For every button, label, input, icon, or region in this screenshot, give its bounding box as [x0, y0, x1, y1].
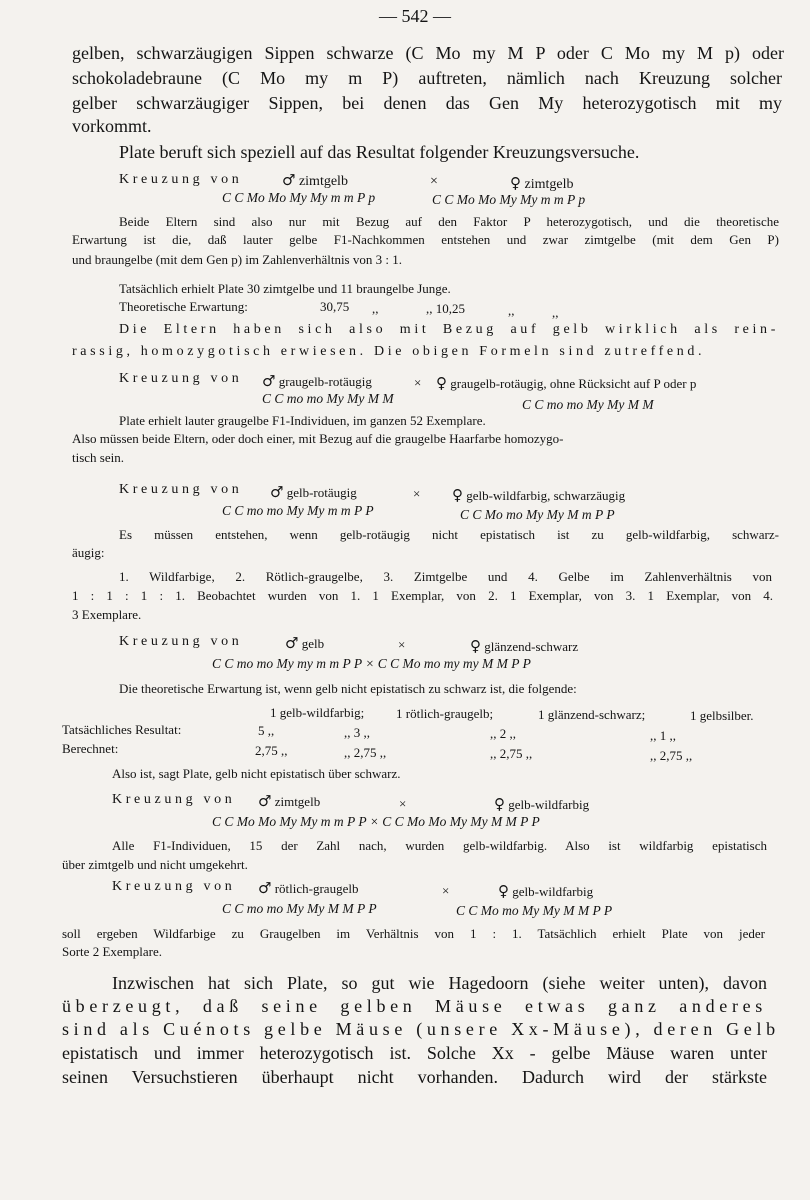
cross3-text-2: äugig:	[72, 545, 105, 560]
cross1-actual: Tatsächlich erhielt Plate 30 zimtgelbe und 11 braungelbe Junge.	[119, 281, 451, 296]
cross1-expected-1: 30,75	[320, 299, 350, 314]
cross6-x: ×	[442, 883, 450, 898]
cross1-expected-4: ,,	[508, 303, 515, 318]
cross1-male	[282, 173, 348, 189]
cross3-male-formula: C C mo mo My My m m P P	[222, 503, 374, 518]
female-icon: ♀	[452, 486, 463, 504]
table-cell: ,, 2,75 ,,	[650, 748, 693, 763]
cross2-female-label: graugelb-rotäugig, ohne Rücksicht auf P oder p	[450, 376, 697, 391]
para1-line-1: gelben, schwarzäugigen Sippen schwarze (C Mo my M P oder C Mo my M p) oder	[72, 43, 784, 63]
cross4-female-label: glänzend-schwarz	[484, 639, 579, 654]
cross4-male-label: gelb	[301, 636, 325, 651]
cross1-conclusion-1: Die Eltern haben sich also mit Bezug auf gelb wirklich als rein-	[119, 322, 779, 337]
cross2-male-formula: C C mo mo My My M M	[262, 391, 394, 406]
male-icon: ♂	[258, 792, 272, 810]
table-row-label: Berechnet:	[62, 741, 119, 756]
cross2-female	[436, 376, 696, 391]
page-number: — 542 —	[379, 6, 451, 26]
table-header-4: 1 gelbsilber.	[690, 708, 754, 723]
cross3-female	[452, 488, 625, 503]
cross3-text-4: 1 : 1 : 1 : 1. Beobachtet wurden von 1. 1 Exemplar, von 2. 1 Exemplar, von 3. 1 Exemplar, von 4.	[72, 588, 773, 603]
cross6-female-formula: C C Mo mo My My M M P P	[456, 903, 613, 918]
final-para-line-4: epistatisch und immer heterozygotisch ist. Solche Xx - gelbe Mäuse waren unter	[62, 1043, 767, 1063]
final-para-line-3: sind als Cuénots gelbe Mäuse (unsere Xx-Mäuse), deren Gelb	[62, 1019, 780, 1039]
cross2-heading: Kreuzung von	[119, 371, 243, 386]
cross6-male	[258, 881, 358, 896]
cross4-x: ×	[398, 637, 406, 652]
cross4-conclusion: Also ist, sagt Plate, gelb nicht epistatisch über schwarz.	[112, 766, 401, 781]
cross1-female-label: zimtgelb	[524, 177, 574, 192]
cross2-text-3: tisch sein.	[72, 450, 124, 465]
para1-line-3: gelber schwarzäugiger Sippen, bei denen das Gen My heterozygotisch mit my	[72, 93, 782, 113]
male-icon: ♂	[270, 483, 284, 501]
table-cell: ,, 2,75 ,,	[344, 745, 387, 760]
cross2-female-formula: C C mo mo My My M M	[522, 397, 654, 412]
cross3-text-1: Es müssen entstehen, wenn gelb-rotäugig nicht epistatisch ist zu gelb-wildfarbig, schwarz-	[119, 527, 779, 542]
table-cell: ,, 2 ,,	[490, 726, 516, 741]
table-header-3: 1 glänzend-schwarz;	[538, 707, 646, 722]
cross6-female	[498, 884, 593, 899]
cross4-heading: Kreuzung von	[119, 634, 243, 649]
cross1-text-3: und braungelbe (mit dem Gen p) im Zahlenverhältnis von 3 : 1.	[72, 252, 402, 267]
cross1-x: ×	[430, 174, 438, 189]
final-para-line-5: seinen Versuchstieren überhaupt nicht vorhanden. Dadurch wird der stärkste	[62, 1067, 767, 1087]
table-header-1: 1 gelb-wildfarbig;	[270, 705, 365, 720]
female-icon: ♀	[470, 637, 481, 655]
female-icon: ♀	[436, 374, 447, 392]
cross4-formula: C C mo mo My my m m P P × C C Mo mo my my M M P P	[212, 656, 531, 671]
cross5-formula: C C Mo Mo My My m m P P × C C Mo Mo My My M M P P	[212, 814, 540, 829]
female-icon: ♀	[510, 174, 521, 192]
male-icon: ♂	[285, 634, 299, 652]
table-cell: ,, 1 ,,	[650, 728, 676, 743]
table-row-label: Tatsächliches Resultat:	[62, 722, 182, 737]
cross5-text-2: über zimtgelb und nicht umgekehrt.	[62, 857, 248, 872]
cross3-male	[270, 485, 357, 500]
cross3-female-label: gelb-wildfarbig, schwarzäugig	[466, 488, 626, 503]
cross1-female	[510, 176, 574, 192]
female-icon: ♀	[498, 882, 509, 900]
cross5-female-label: gelb-wildfarbig	[508, 797, 590, 812]
female-icon: ♀	[494, 795, 505, 813]
cross1-expected-3: ,, 10,25	[426, 301, 465, 316]
cross3-text-3: 1. Wildfarbige, 2. Rötlich-graugelbe, 3. Zimtgelbe und 4. Gelbe im Zahlenverhältnis von	[119, 569, 772, 584]
cross1-female-formula: C C Mo Mo My My m m P p	[432, 192, 586, 207]
cross2-male	[262, 374, 372, 389]
final-para-line-2: überzeugt, daß seine gelben Mäuse etwas ganz anderes	[62, 996, 767, 1016]
final-para-line-1: Inzwischen hat sich Plate, so gut wie Hagedoorn (siehe weiter unten), davon	[112, 973, 767, 993]
cross1-heading	[119, 173, 242, 187]
cross4-male	[285, 636, 324, 651]
cross5-text-1: Alle F1-Individuen, 15 der Zahl nach, wurden gelb-wildfarbig. Also ist wildfarbig epistatisch	[112, 838, 767, 853]
cross1-text-2: Erwartung ist die, daß lauter gelbe F1-Nachkommen entstehen und zwar zimtgelbe (mit dem Gen P)	[72, 232, 779, 247]
table-cell: ,, 2,75 ,,	[490, 746, 533, 761]
cross4-text: Die theoretische Erwartung ist, wenn gelb nicht epistatisch zu schwarz ist, die folgende:	[119, 681, 577, 696]
cross5-x: ×	[399, 796, 407, 811]
cross6-text-1: soll ergeben Wildfarbige zu Graugelben im Verhältnis von 1 : 1. Tatsächlich erhielt Plate von jeder	[62, 926, 765, 941]
table-cell: 5 ,,	[258, 723, 275, 738]
plate-intro: Plate beruft sich speziell auf das Resultat folgender Kreuzungsversuche.	[119, 142, 640, 162]
cross6-text-2: Sorte 2 Exemplare.	[62, 944, 162, 959]
para1-line-2: schokoladebraune (C Mo my m P) auftreten, nämlich nach Kreuzung solcher	[72, 68, 782, 88]
cross3-text-5: 3 Exemplare.	[72, 607, 142, 622]
cross5-male-label: zimtgelb	[274, 794, 321, 809]
kreuzung-label: Kreuzung von	[119, 172, 243, 187]
cross3-x: ×	[413, 486, 421, 501]
table-header-2: 1 rötlich-graugelb;	[396, 706, 494, 721]
cross1-expected-2: ,,	[372, 301, 379, 316]
cross3-male-label: gelb-rotäugig	[286, 485, 357, 500]
cross1-male-formula: C C Mo Mo My My m m P p	[222, 190, 376, 205]
cross6-female-label: gelb-wildfarbig	[512, 884, 594, 899]
cross5-male	[258, 794, 320, 809]
cross3-female-formula: C C Mo mo My My M m P P	[460, 507, 615, 522]
table-cell: ,, 3 ,,	[344, 725, 370, 740]
male-icon: ♂	[262, 372, 276, 390]
cross1-expected-label: Theoretische Erwartung:	[119, 299, 248, 314]
male-icon: ♂	[258, 879, 272, 897]
cross6-male-formula: C C mo mo My My M M P P	[222, 901, 377, 916]
male-icon: ♂	[282, 171, 296, 189]
cross2-text-2: Also müssen beide Eltern, oder doch einer, mit Bezug auf die graugelbe Haarfarbe homozygo-	[72, 431, 564, 446]
cross6-male-label: rötlich-graugelb	[274, 881, 359, 896]
cross6-heading: Kreuzung von	[112, 879, 236, 894]
cross1-expected-5: ,,	[552, 305, 559, 320]
cross5-female	[494, 797, 589, 812]
cross1-conclusion-2: rassig, homozygotisch erwiesen. Die obigen Formeln sind zutreffend.	[72, 344, 706, 359]
cross2-male-label: graugelb-rotäugig	[278, 374, 372, 389]
cross2-x: ×	[414, 375, 422, 390]
cross4-female	[470, 639, 578, 654]
cross1-text-1: Beide Eltern sind also nur mit Bezug auf den Faktor P heterozygotisch, und die theoretische	[119, 214, 779, 229]
cross3-heading: Kreuzung von	[119, 482, 243, 497]
cross2-text-1: Plate erhielt lauter graugelbe F1-Individuen, im ganzen 52 Exemplare.	[119, 413, 486, 428]
cross5-heading: Kreuzung von	[112, 792, 236, 807]
cross1-male-label: zimtgelb	[298, 174, 348, 189]
table-cell: 2,75 ,,	[255, 743, 288, 758]
para1-line-4: vorkommt.	[72, 116, 152, 136]
